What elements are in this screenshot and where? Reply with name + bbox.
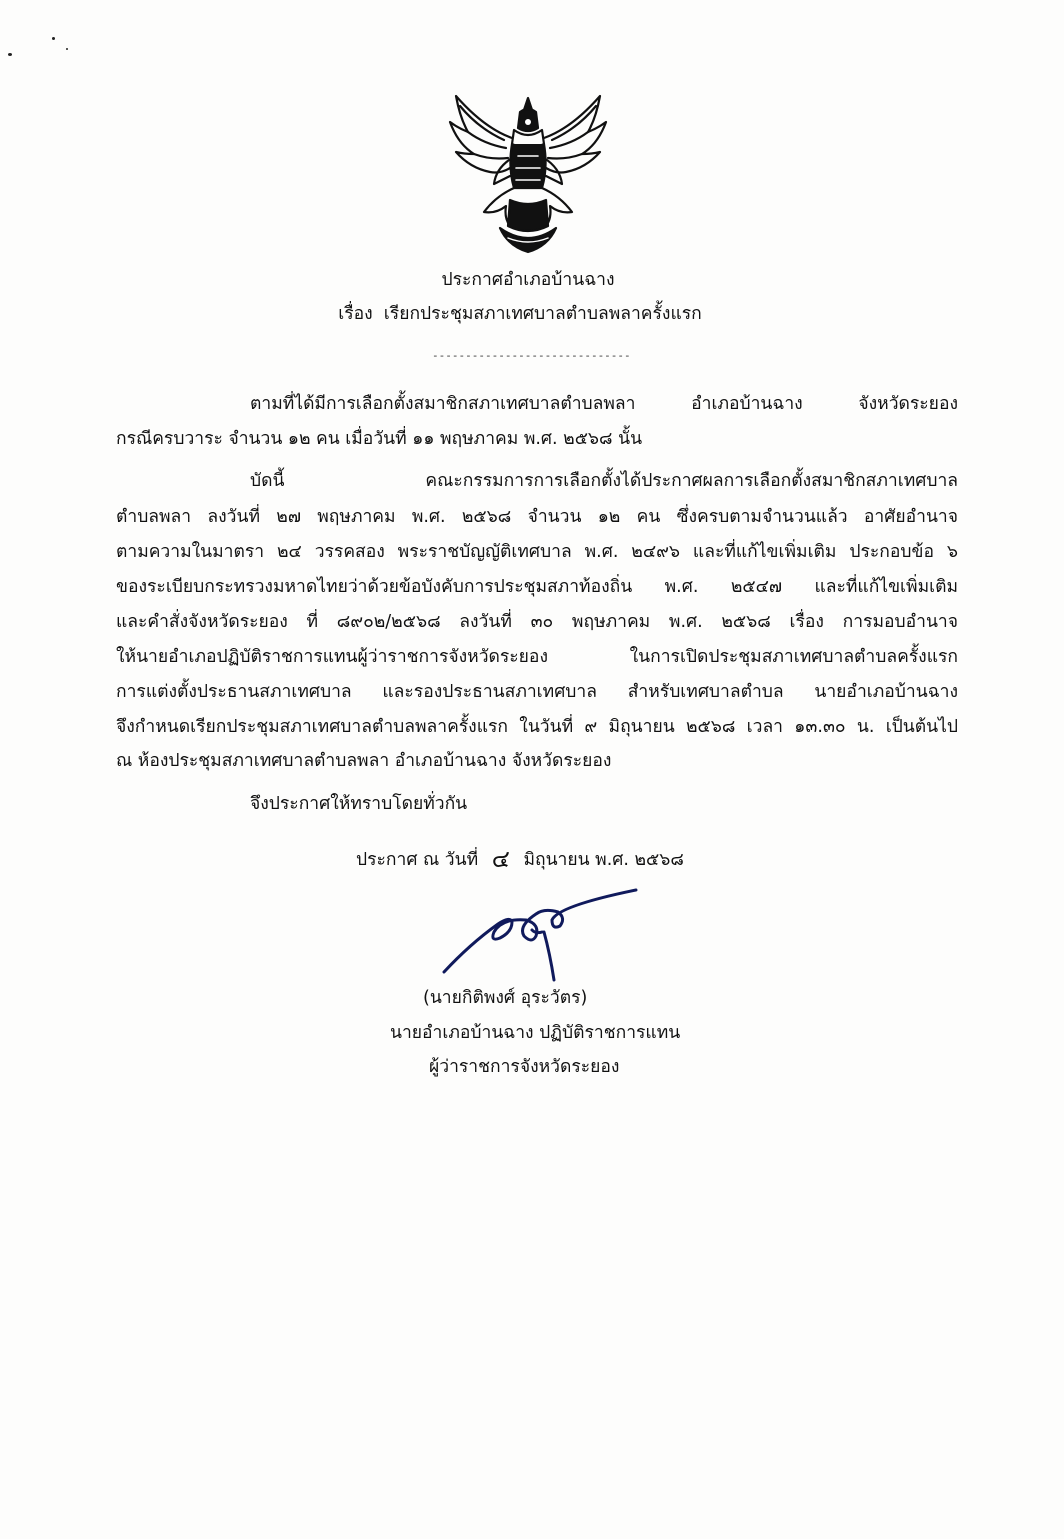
date-prefix: ประกาศ ณ วันที่: [356, 850, 479, 870]
paragraph-2-line-8: จึงกำหนดเรียกประชุมสภาเทศบาลตำบลพลาครั้งแรก ในวันที่ ๙ มิถุนายน ๒๕๖๘ เวลา ๑๓.๓๐ น. เป็นต้นไป: [116, 717, 958, 737]
scan-speck: [66, 48, 68, 50]
date-day: ๔: [491, 845, 510, 873]
header-divider: ------------------------------: [432, 349, 631, 362]
paragraph-1-line-2: กรณีครบวาระ จำนวน ๑๒ คน เมื่อวันที่ ๑๑ พฤษภาคม พ.ศ. ๒๕๖๘ นั้น: [116, 429, 643, 449]
subject-line: เรื่อง เรียกประชุมสภาเทศบาลตำบลพลาครั้งแรก: [338, 304, 702, 324]
garuda-emblem-icon: [444, 88, 612, 256]
paragraph-2-line-6: ให้นายอำเภอปฏิบัติราชการแทนผู้ว่าราชการจังหวัดระยอง ในการเปิดประชุมสภาเทศบาลตำบลครั้งแรก: [116, 647, 958, 667]
issuer-title: ประกาศอำเภอบ้านฉาง: [441, 270, 615, 290]
paragraph-2-line-1: บัดนี้ คณะกรรมการการเลือกตั้งได้ประกาศผลการเลือกตั้งสมาชิกสภาเทศบาล: [250, 471, 958, 491]
date-suffix: มิถุนายน พ.ศ. ๒๕๖๘: [523, 850, 684, 870]
paragraph-2-line-9: ณ ห้องประชุมสภาเทศบาลตำบลพลา อำเภอบ้านฉาง จังหวัดระยอง: [116, 751, 612, 771]
signatory-name: (นายกิติพงศ์ อุระวัตร): [423, 988, 588, 1008]
scan-speck: [52, 37, 55, 40]
paragraph-2-line-3: ตามความในมาตรา ๒๔ วรรคสอง พระราชบัญญัติเทศบาล พ.ศ. ๒๔๙๖ และที่แก้ไขเพิ่มเติม ประกอบข้อ ๖: [116, 542, 958, 562]
paragraph-2-line-5: และคำสั่งจังหวัดระยอง ที่ ๘๙๐๒/๒๕๖๘ ลงวันที่ ๓๐ พฤษภาคม พ.ศ. ๒๕๖๘ เรื่อง การมอบอำนาจ: [116, 612, 958, 632]
signatory-on-behalf-of: ผู้ว่าราชการจังหวัดระยอง: [429, 1057, 620, 1077]
announcement-date: [356, 845, 684, 873]
paragraph-2-line-4: ของระเบียบกระทรวงมหาดไทยว่าด้วยข้อบังคับการประชุมสภาท้องถิ่น พ.ศ. ๒๕๔๗ และที่แก้ไขเพิ่มเติม: [116, 577, 958, 597]
handwritten-signature: [440, 884, 640, 984]
signatory-position: นายอำเภอบ้านฉาง ปฏิบัติราชการแทน: [390, 1023, 681, 1043]
paragraph-1-line-1: ตามที่ได้มีการเลือกตั้งสมาชิกสภาเทศบาลตำบลพลา อำเภอบ้านฉาง จังหวัดระยอง: [250, 394, 958, 414]
paragraph-2-line-2: ตำบลพลา ลงวันที่ ๒๗ พฤษภาคม พ.ศ. ๒๕๖๘ จำนวน ๑๒ คน ซึ่งครบตามจำนวนแล้ว อาศัยอำนาจ: [116, 507, 958, 527]
closing-statement: จึงประกาศให้ทราบโดยทั่วกัน: [250, 794, 468, 814]
paragraph-2-line-7: การแต่งตั้งประธานสภาเทศบาล และรองประธานสภาเทศบาล สำหรับเทศบาลตำบล นายอำเภอบ้านฉาง: [116, 682, 958, 702]
scan-speck: [8, 53, 12, 56]
